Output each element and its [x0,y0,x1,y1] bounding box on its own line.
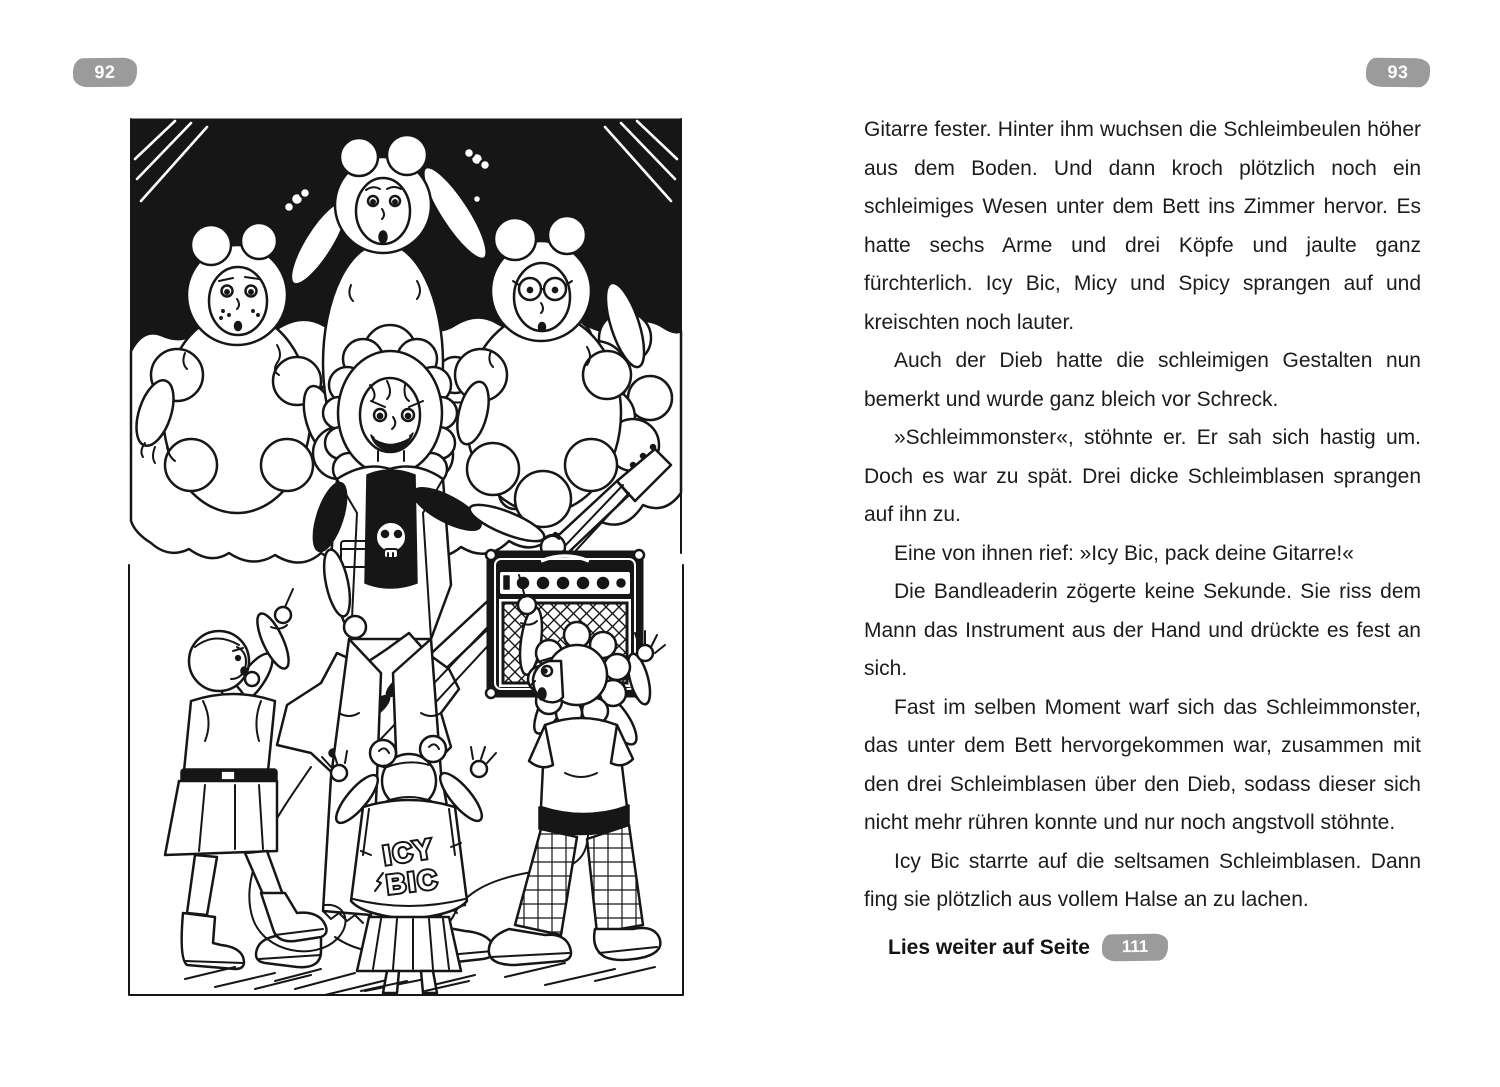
jacket-text-line2: BIC [384,863,441,901]
page-number-badge-right [1366,58,1430,88]
story-paragraph: Die Bandleaderin zögerte keine Sekunde. Sie riss dem Mann das Instrument aus der Hand und drückte es fest an sich. [864,580,1421,680]
story-paragraph: Fast im selben Moment warf sich das Schleimmonster, das unter dem Bett hervorgekommen war, zusammen mit den drei Schleimblasen über den Dieb, sodass dieser sich nicht mehr rühren konnte und nur noch angstvoll stöhnte. [864,695,1421,834]
story-paragraph: »Schleimmonster«, stöhnte er. Er sah sich hastig um. Doch es war zu spät. Drei dicke Schleimblasen sprangen auf ihn zu. [864,426,1421,526]
story-illustration [125,113,687,1011]
story-paragraph: Gitarre fester. Hinter ihm wuchsen die Schleimbeulen höher aus dem Boden. Und dann kroch plötzlich noch ein schleimiges Wesen unter dem Bett ins Zimmer hervor. Es hatte sechs Arme und drei Köpfe und jaulte ganz fürchterlich. Icy Bic, Micy und Spicy sprangen auf und kreischten noch lauter. [864,118,1421,334]
story-paragraph: Eine von ihnen rief: »Icy Bic, pack deine Gitarre!« [894,541,1354,565]
story-paragraph: Icy Bic starrte auf die seltsamen Schleimblasen. Dann fing sie plötzlich aus vollem Halse an zu lachen. [864,849,1421,911]
continue-label: Lies weiter auf Seite [888,935,1090,959]
page-number-right: 93 [1387,61,1409,83]
jacket-text-line1: ICY [380,833,437,871]
page-number-badge-left [73,58,137,88]
kid-left [165,589,327,989]
continue-page-badge: 111 [1102,934,1168,962]
story-paragraph: Auch der Dieb hatte die schleimigen Gestalten nun bemerkt und wurde ganz bleich vor Schreck. [864,349,1421,411]
story-text-column [864,111,1421,967]
page-number-left: 92 [94,61,116,83]
continue-note [888,929,1421,968]
